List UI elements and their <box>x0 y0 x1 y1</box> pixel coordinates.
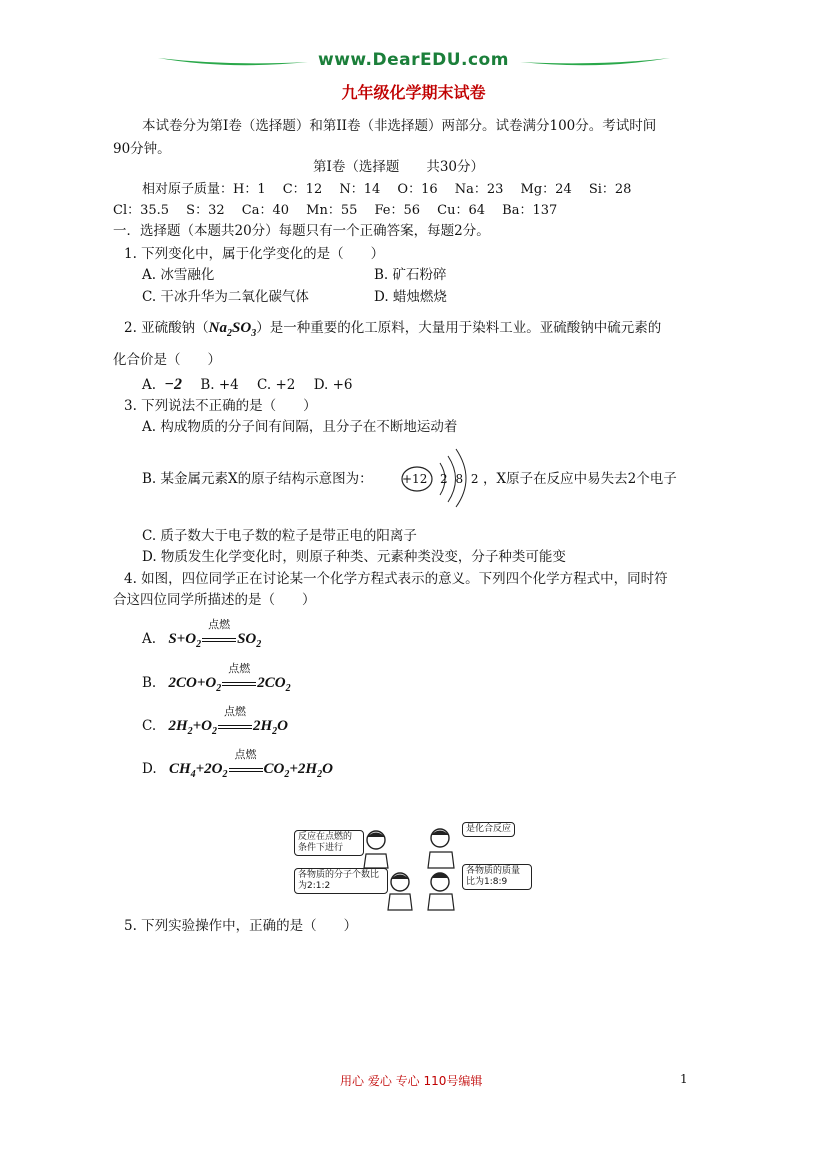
q3-option-c: C. 质子数大于电子数的粒子是带正电的阳离子 <box>142 528 417 544</box>
speech-bubble-3: 各物质的分子个数比为2:1:2 <box>294 868 388 894</box>
q3-option-d: D. 物质发生化学变化时，则原子种类、元素种类没变，分子种类可能变 <box>142 549 566 565</box>
atom-nucleus-label: +12 <box>402 472 428 486</box>
q4-option-c-label: C. <box>142 718 157 734</box>
q4-option-a-label: A. <box>142 631 157 647</box>
condition-label: 点燃 <box>234 748 257 761</box>
speech-bubble-4: 各物质的质量比为1:8:9 <box>462 864 532 890</box>
discussion-illustration <box>290 820 530 912</box>
atomic-masses-2: Cl：35.5 S：32 Ca：40 Mn：55 Fe：56 Cu：64 Ba：137 <box>113 203 558 218</box>
q4-option-a: A. $S+O_2$ 点燃 $SO_2$ <box>142 618 262 650</box>
q2-formula: $Na_2SO_3$ <box>208 320 257 339</box>
atomic-masses-1: 相对原子质量：H：1 C：12 N：14 O：16 Na：23 Mg：24 Si：28 <box>142 182 632 197</box>
q4-option-b: B. $2CO+O_2$ 点燃 $2CO_2$ <box>142 662 291 694</box>
q3-stem: 3. 下列说法不正确的是（ ） <box>124 398 317 414</box>
atom-shell-electrons: 2 8 2 <box>440 472 479 486</box>
condition-label: 点燃 <box>228 662 251 675</box>
q4-stem-2: 合这四位同学所描述的是（ ） <box>113 592 316 608</box>
part-one-heading: 一．选择题（本题共20分）每题只有一个正确答案，每题2分。 <box>113 223 490 239</box>
q4-stem-1: 4. 如图，四位同学正在讨论某一个化学方程式表示的意义。下列四个化学方程式中，同时符 <box>124 571 668 587</box>
q1-option-c: C. 干冰升华为二氧化碳气体 <box>142 289 309 305</box>
q1-option-a: A. 冰雪融化 <box>142 267 215 283</box>
q2-option-c: C. +2 <box>257 377 296 393</box>
speech-bubble-2: 是化合反应 <box>462 822 515 837</box>
q2-option-b: B. +4 <box>200 377 239 393</box>
condition-label: 点燃 <box>224 705 246 718</box>
site-header: www.DearEDU.com <box>318 50 509 70</box>
q2-stem <box>124 319 661 343</box>
q2-stem-post: ）是一种重要的化工原料，大量用于染料工业。亚硫酸钠中硫元素的 <box>256 320 662 336</box>
intro-line-1: 本试卷分为第Ⅰ卷（选择题）和第II卷（非选择题）两部分。试卷满分100分。考试时间 <box>142 118 657 134</box>
q2-stem-2: 化合价是（ ） <box>113 352 221 368</box>
condition-label: 点燃 <box>208 618 231 631</box>
q4-option-d-label: D. <box>142 761 157 777</box>
page-number: 1 <box>680 1072 688 1086</box>
q2-option-a-label: A. <box>142 377 157 393</box>
q4-option-c: C. $2H_2+O_2$ 点燃 $2H_2O$ <box>142 705 289 737</box>
q1-option-b: B. 矿石粉碎 <box>374 267 447 283</box>
q4-option-d: D. $CH_4+2O_2$ 点燃 $CO_2+2H_2O$ <box>142 748 333 780</box>
q1-stem: 1. 下列变化中，属于化学变化的是（ ） <box>124 246 385 262</box>
intro-line-2: 90分钟。 <box>113 141 171 157</box>
q2-option-a-value: −2 <box>164 376 183 393</box>
q3-option-b-pre: B. 某金属元素X的原子结构示意图为： <box>142 471 373 487</box>
page-footer: 用心 爱心 专心 110号编辑 <box>340 1074 483 1088</box>
q2-option-d: D. +6 <box>313 377 353 393</box>
q2-stem-pre: 2. 亚硫酸钠（ <box>124 320 209 336</box>
q4-option-b-label: B. <box>142 675 157 691</box>
q1-option-d: D. 蜡烛燃烧 <box>374 289 447 305</box>
section-heading: 第Ⅰ卷（选择题 共30分） <box>313 159 485 175</box>
page-title: 九年级化学期末试卷 <box>341 83 486 102</box>
q3-option-a: A. 构成物质的分子间有间隔，且分子在不断地运动着 <box>142 419 458 435</box>
q2-options <box>142 376 353 394</box>
q3-option-b-post: ，X原子在反应中易失去2个电子 <box>483 471 677 487</box>
speech-bubble-1: 反应在点燃的条件下进行 <box>294 830 364 856</box>
q5-stem: 5. 下列实验操作中，正确的是（ ） <box>124 918 358 934</box>
